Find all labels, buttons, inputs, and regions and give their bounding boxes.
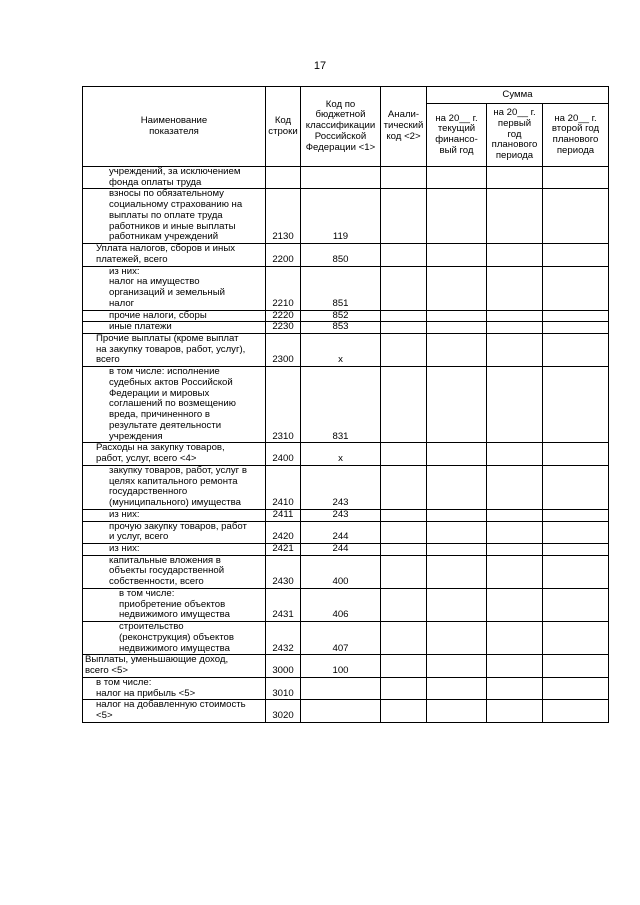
row-line-code: 2411	[266, 509, 301, 521]
table-row	[83, 465, 609, 509]
row-name-text: Выплаты, уменьшающие доход, всего <5>	[85, 654, 229, 677]
row-budget-code: 243	[301, 465, 381, 509]
row-amount	[487, 543, 543, 555]
row-name-text: прочие налоги, сборы	[109, 309, 207, 321]
row-amount	[543, 509, 609, 521]
row-budget-code: 244	[301, 543, 381, 555]
row-analytic-code	[381, 367, 427, 443]
row-name-text: из них:	[109, 508, 140, 520]
row-amount	[487, 622, 543, 655]
table-header	[83, 87, 609, 167]
table-row	[83, 310, 609, 322]
row-budget-code: x	[301, 334, 381, 367]
header-budget-code: Код по бюджетной классификации Российской Федерации <1>	[301, 87, 381, 167]
row-line-code: 2130	[266, 189, 301, 244]
row-name-text: иные платежи	[109, 321, 172, 333]
row-amount	[427, 266, 487, 310]
row-line-code: 2400	[266, 443, 301, 465]
table-row	[83, 443, 609, 465]
row-amount	[543, 543, 609, 555]
row-amount	[427, 700, 487, 722]
row-analytic-code	[381, 244, 427, 266]
row-line-code: 2310	[266, 367, 301, 443]
row-analytic-code	[381, 521, 427, 543]
row-amount	[487, 509, 543, 521]
row-analytic-code	[381, 588, 427, 621]
header-line-code: Код строки	[266, 87, 301, 167]
row-budget-code: 244	[301, 521, 381, 543]
row-amount	[487, 266, 543, 310]
table-row	[83, 543, 609, 555]
header-sum-current-year: на 20__ г. текущий финансо- вый год	[427, 104, 487, 167]
row-name-text: закупку товаров, работ, услуг в целях капитального ремонта государственного (муниципального) имущества	[109, 464, 247, 509]
row-amount	[543, 588, 609, 621]
row-amount	[487, 700, 543, 722]
row-amount	[427, 334, 487, 367]
row-amount	[543, 367, 609, 443]
row-name-text: капитальные вложения в объекты государственной собственности, всего	[109, 554, 225, 588]
row-amount	[543, 622, 609, 655]
table-body	[83, 167, 609, 723]
row-line-code: 2220	[266, 310, 301, 322]
table-row	[83, 367, 609, 443]
row-analytic-code	[381, 167, 427, 189]
row-amount	[543, 244, 609, 266]
row-amount	[427, 167, 487, 189]
row-amount	[427, 310, 487, 322]
row-line-code: 2420	[266, 521, 301, 543]
table-row	[83, 509, 609, 521]
row-name	[83, 266, 266, 310]
row-name	[83, 367, 266, 443]
row-budget-code	[301, 167, 381, 189]
row-name	[83, 700, 266, 722]
row-amount	[487, 322, 543, 334]
row-amount	[427, 465, 487, 509]
table-row	[83, 521, 609, 543]
row-budget-code: 851	[301, 266, 381, 310]
row-name-text: налог на добавленную стоимость <5>	[96, 699, 246, 721]
row-name	[83, 322, 266, 334]
page-number: 17	[313, 60, 327, 72]
row-budget-code: 400	[301, 555, 381, 588]
row-amount	[543, 310, 609, 322]
row-name	[83, 543, 266, 555]
row-amount	[427, 322, 487, 334]
row-line-code: 2410	[266, 465, 301, 509]
row-amount	[427, 521, 487, 543]
row-line-code: 2430	[266, 555, 301, 588]
row-amount	[487, 244, 543, 266]
row-analytic-code	[381, 443, 427, 465]
row-amount	[427, 677, 487, 699]
table-row	[83, 266, 609, 310]
row-analytic-code	[381, 555, 427, 588]
row-analytic-code	[381, 465, 427, 509]
row-line-code: 2300	[266, 334, 301, 367]
table-row	[83, 244, 609, 266]
row-name	[83, 465, 266, 509]
table-row	[83, 588, 609, 621]
row-amount	[487, 334, 543, 367]
table-row	[83, 334, 609, 367]
table-row	[83, 677, 609, 699]
row-budget-code: 119	[301, 189, 381, 244]
row-name-text: взносы по обязательному социальному страхованию на выплаты по оплате труда работников и иные выплаты работникам учреждений	[109, 188, 243, 243]
header-analytic-code: Анали- тический код <2>	[381, 87, 427, 167]
header-sum-first-plan-year: на 20__ г. первый год планового периода	[487, 104, 543, 167]
row-amount	[427, 588, 487, 621]
row-name-text: в том числе: исполнение судебных актов Российской Федерации и мировых соглашений по возмещению вреда, причиненного в результате деятельности учреждения	[109, 366, 236, 442]
row-amount	[487, 367, 543, 443]
row-name	[83, 167, 266, 189]
row-name-text: строительство (реконструкция) объектов недвижимого имущества	[119, 621, 234, 654]
row-budget-code: 852	[301, 310, 381, 322]
row-analytic-code	[381, 310, 427, 322]
row-name	[83, 244, 266, 266]
row-amount	[487, 555, 543, 588]
row-name	[83, 521, 266, 543]
row-amount	[427, 655, 487, 677]
row-amount	[543, 655, 609, 677]
row-amount	[487, 189, 543, 244]
row-budget-code: 407	[301, 622, 381, 655]
header-sum-second-plan-year: на 20__ г. второй год планового периода	[543, 104, 609, 167]
row-analytic-code	[381, 655, 427, 677]
row-line-code: 3000	[266, 655, 301, 677]
row-amount	[543, 189, 609, 244]
row-amount	[487, 677, 543, 699]
row-amount	[427, 509, 487, 521]
row-name-text: учреждений, за исключением фонда оплаты труда	[109, 166, 241, 188]
table-row	[83, 322, 609, 334]
row-name-text: Расходы на закупку товаров, работ, услуг, всего <4>	[96, 442, 225, 465]
row-analytic-code	[381, 700, 427, 722]
financial-plan-table	[82, 86, 609, 723]
row-budget-code: 243	[301, 509, 381, 521]
row-amount	[487, 167, 543, 189]
row-analytic-code	[381, 189, 427, 244]
row-budget-code	[301, 677, 381, 699]
row-budget-code: 850	[301, 244, 381, 266]
row-amount	[543, 555, 609, 588]
row-amount	[487, 521, 543, 543]
row-name	[83, 509, 266, 521]
table-row	[83, 655, 609, 677]
row-budget-code: 406	[301, 588, 381, 621]
row-amount	[427, 443, 487, 465]
row-line-code: 2421	[266, 543, 301, 555]
row-budget-code: 100	[301, 655, 381, 677]
row-amount	[543, 334, 609, 367]
row-analytic-code	[381, 677, 427, 699]
row-name	[83, 334, 266, 367]
row-amount	[543, 465, 609, 509]
row-budget-code: x	[301, 443, 381, 465]
table-row	[83, 189, 609, 244]
row-line-code: 2432	[266, 622, 301, 655]
row-budget-code	[301, 700, 381, 722]
row-name-text: Прочие выплаты (кроме выплат на закупку товаров, работ, услуг), всего	[96, 333, 246, 366]
row-line-code	[266, 167, 301, 189]
table-row	[83, 700, 609, 722]
row-amount	[543, 167, 609, 189]
row-name-text: Уплата налогов, сборов и иных платежей, всего	[96, 243, 236, 265]
row-amount	[487, 310, 543, 322]
table-row	[83, 167, 609, 189]
row-name	[83, 622, 266, 655]
table-row	[83, 555, 609, 588]
row-name	[83, 310, 266, 322]
row-amount	[427, 244, 487, 266]
row-amount	[427, 622, 487, 655]
row-amount	[543, 521, 609, 543]
row-analytic-code	[381, 509, 427, 521]
row-analytic-code	[381, 543, 427, 555]
row-name-text: в том числе: налог на прибыль <5>	[96, 676, 196, 699]
table-row	[83, 622, 609, 655]
row-line-code: 3010	[266, 677, 301, 699]
row-name	[83, 588, 266, 621]
row-line-code: 3020	[266, 700, 301, 722]
row-amount	[543, 266, 609, 310]
row-amount	[427, 543, 487, 555]
row-line-code: 2230	[266, 322, 301, 334]
row-name	[83, 655, 266, 677]
row-line-code: 2431	[266, 588, 301, 621]
row-name	[83, 677, 266, 699]
row-analytic-code	[381, 334, 427, 367]
row-amount	[427, 555, 487, 588]
row-amount	[543, 700, 609, 722]
header-sum: Сумма	[427, 87, 609, 104]
row-analytic-code	[381, 322, 427, 334]
row-name-text: в том числе: приобретение объектов недвижимого имущества	[119, 587, 230, 621]
row-name-text: прочую закупку товаров, работ и услуг, всего	[109, 520, 247, 543]
row-name-text: из них: налог на имущество организаций и земельный налог	[109, 265, 225, 309]
row-amount	[543, 322, 609, 334]
header-name: Наименование показателя	[83, 87, 266, 167]
row-amount	[487, 443, 543, 465]
row-analytic-code	[381, 622, 427, 655]
row-amount	[427, 189, 487, 244]
row-name	[83, 555, 266, 588]
row-budget-code: 853	[301, 322, 381, 334]
row-amount	[487, 655, 543, 677]
row-name-text: из них:	[109, 542, 140, 554]
row-name	[83, 443, 266, 465]
row-amount	[543, 443, 609, 465]
row-line-code: 2210	[266, 266, 301, 310]
row-analytic-code	[381, 266, 427, 310]
row-name	[83, 189, 266, 244]
row-amount	[487, 465, 543, 509]
row-amount	[543, 677, 609, 699]
row-budget-code: 831	[301, 367, 381, 443]
row-line-code: 2200	[266, 244, 301, 266]
row-amount	[487, 588, 543, 621]
row-amount	[427, 367, 487, 443]
